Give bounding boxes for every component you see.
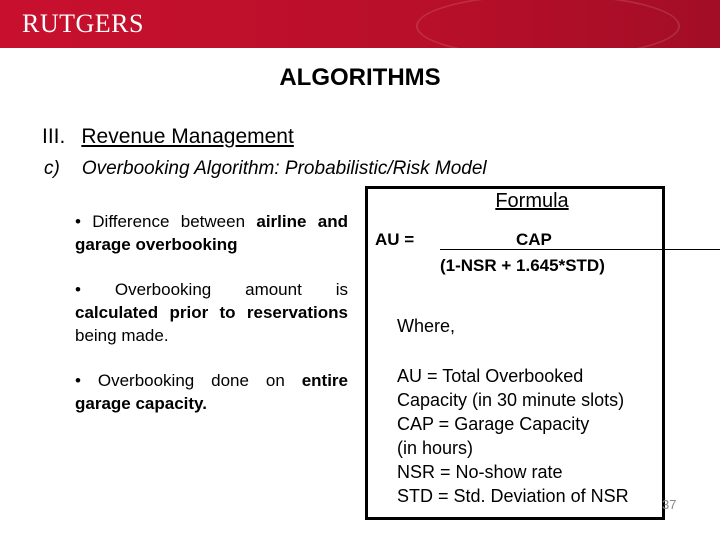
formula-title: Formula (495, 190, 569, 212)
where-label: Where, (397, 316, 456, 336)
bullet-emphasis: calculated prior to reservations (75, 303, 348, 322)
numerator-text: CAP (516, 230, 552, 249)
bullet-item (75, 369, 348, 415)
definition-line: Capacity (in 30 minute slots) (397, 390, 625, 410)
bullet-item (75, 278, 348, 347)
definition-line: CAP = Garage Capacity (397, 414, 590, 434)
header-banner (0, 0, 720, 48)
definition-line: (in hours) (397, 438, 474, 458)
subsection-title: Overbooking Algorithm: Probabilistic/Risk Model (81, 158, 487, 179)
definition-line: NSR = No-show rate (397, 462, 563, 482)
rutgers-logo: RUTGERS (22, 9, 144, 38)
slide-title: ALGORITHMS (279, 64, 441, 91)
bullet-text-after: being made. (75, 326, 169, 345)
bullet-text: Difference between (92, 212, 246, 231)
bullet-marker: • (75, 212, 81, 231)
section-number: III. (42, 125, 66, 148)
definition-line: AU = Total Overbooked (397, 366, 584, 386)
page-number: 37 (662, 497, 677, 512)
subsection-heading (44, 158, 487, 180)
bullet-emphasis: entire garage capacity. (75, 371, 348, 413)
bullet-emphasis: airline and garage overbooking (75, 212, 348, 254)
bullet-marker: • (75, 280, 81, 299)
formula-lhs: AU = (375, 230, 415, 249)
bullet-list (75, 210, 348, 437)
definition-line: STD = Std. Deviation of NSR (397, 486, 629, 506)
bullet-text: Overbooking done on (97, 371, 285, 390)
bullet-item (75, 210, 348, 256)
subsection-letter: c) (44, 158, 60, 179)
definitions-list (397, 364, 629, 508)
section-heading (42, 125, 294, 149)
fraction-bar (440, 249, 720, 250)
formula-denominator: (1-NSR + 1.645*STD) (440, 256, 605, 275)
seal-watermark (416, 0, 680, 48)
formula-numerator (440, 230, 720, 250)
section-title: Revenue Management (81, 125, 294, 148)
bullet-text: Overbooking amount is (114, 280, 348, 299)
bullet-marker: • (75, 371, 81, 390)
